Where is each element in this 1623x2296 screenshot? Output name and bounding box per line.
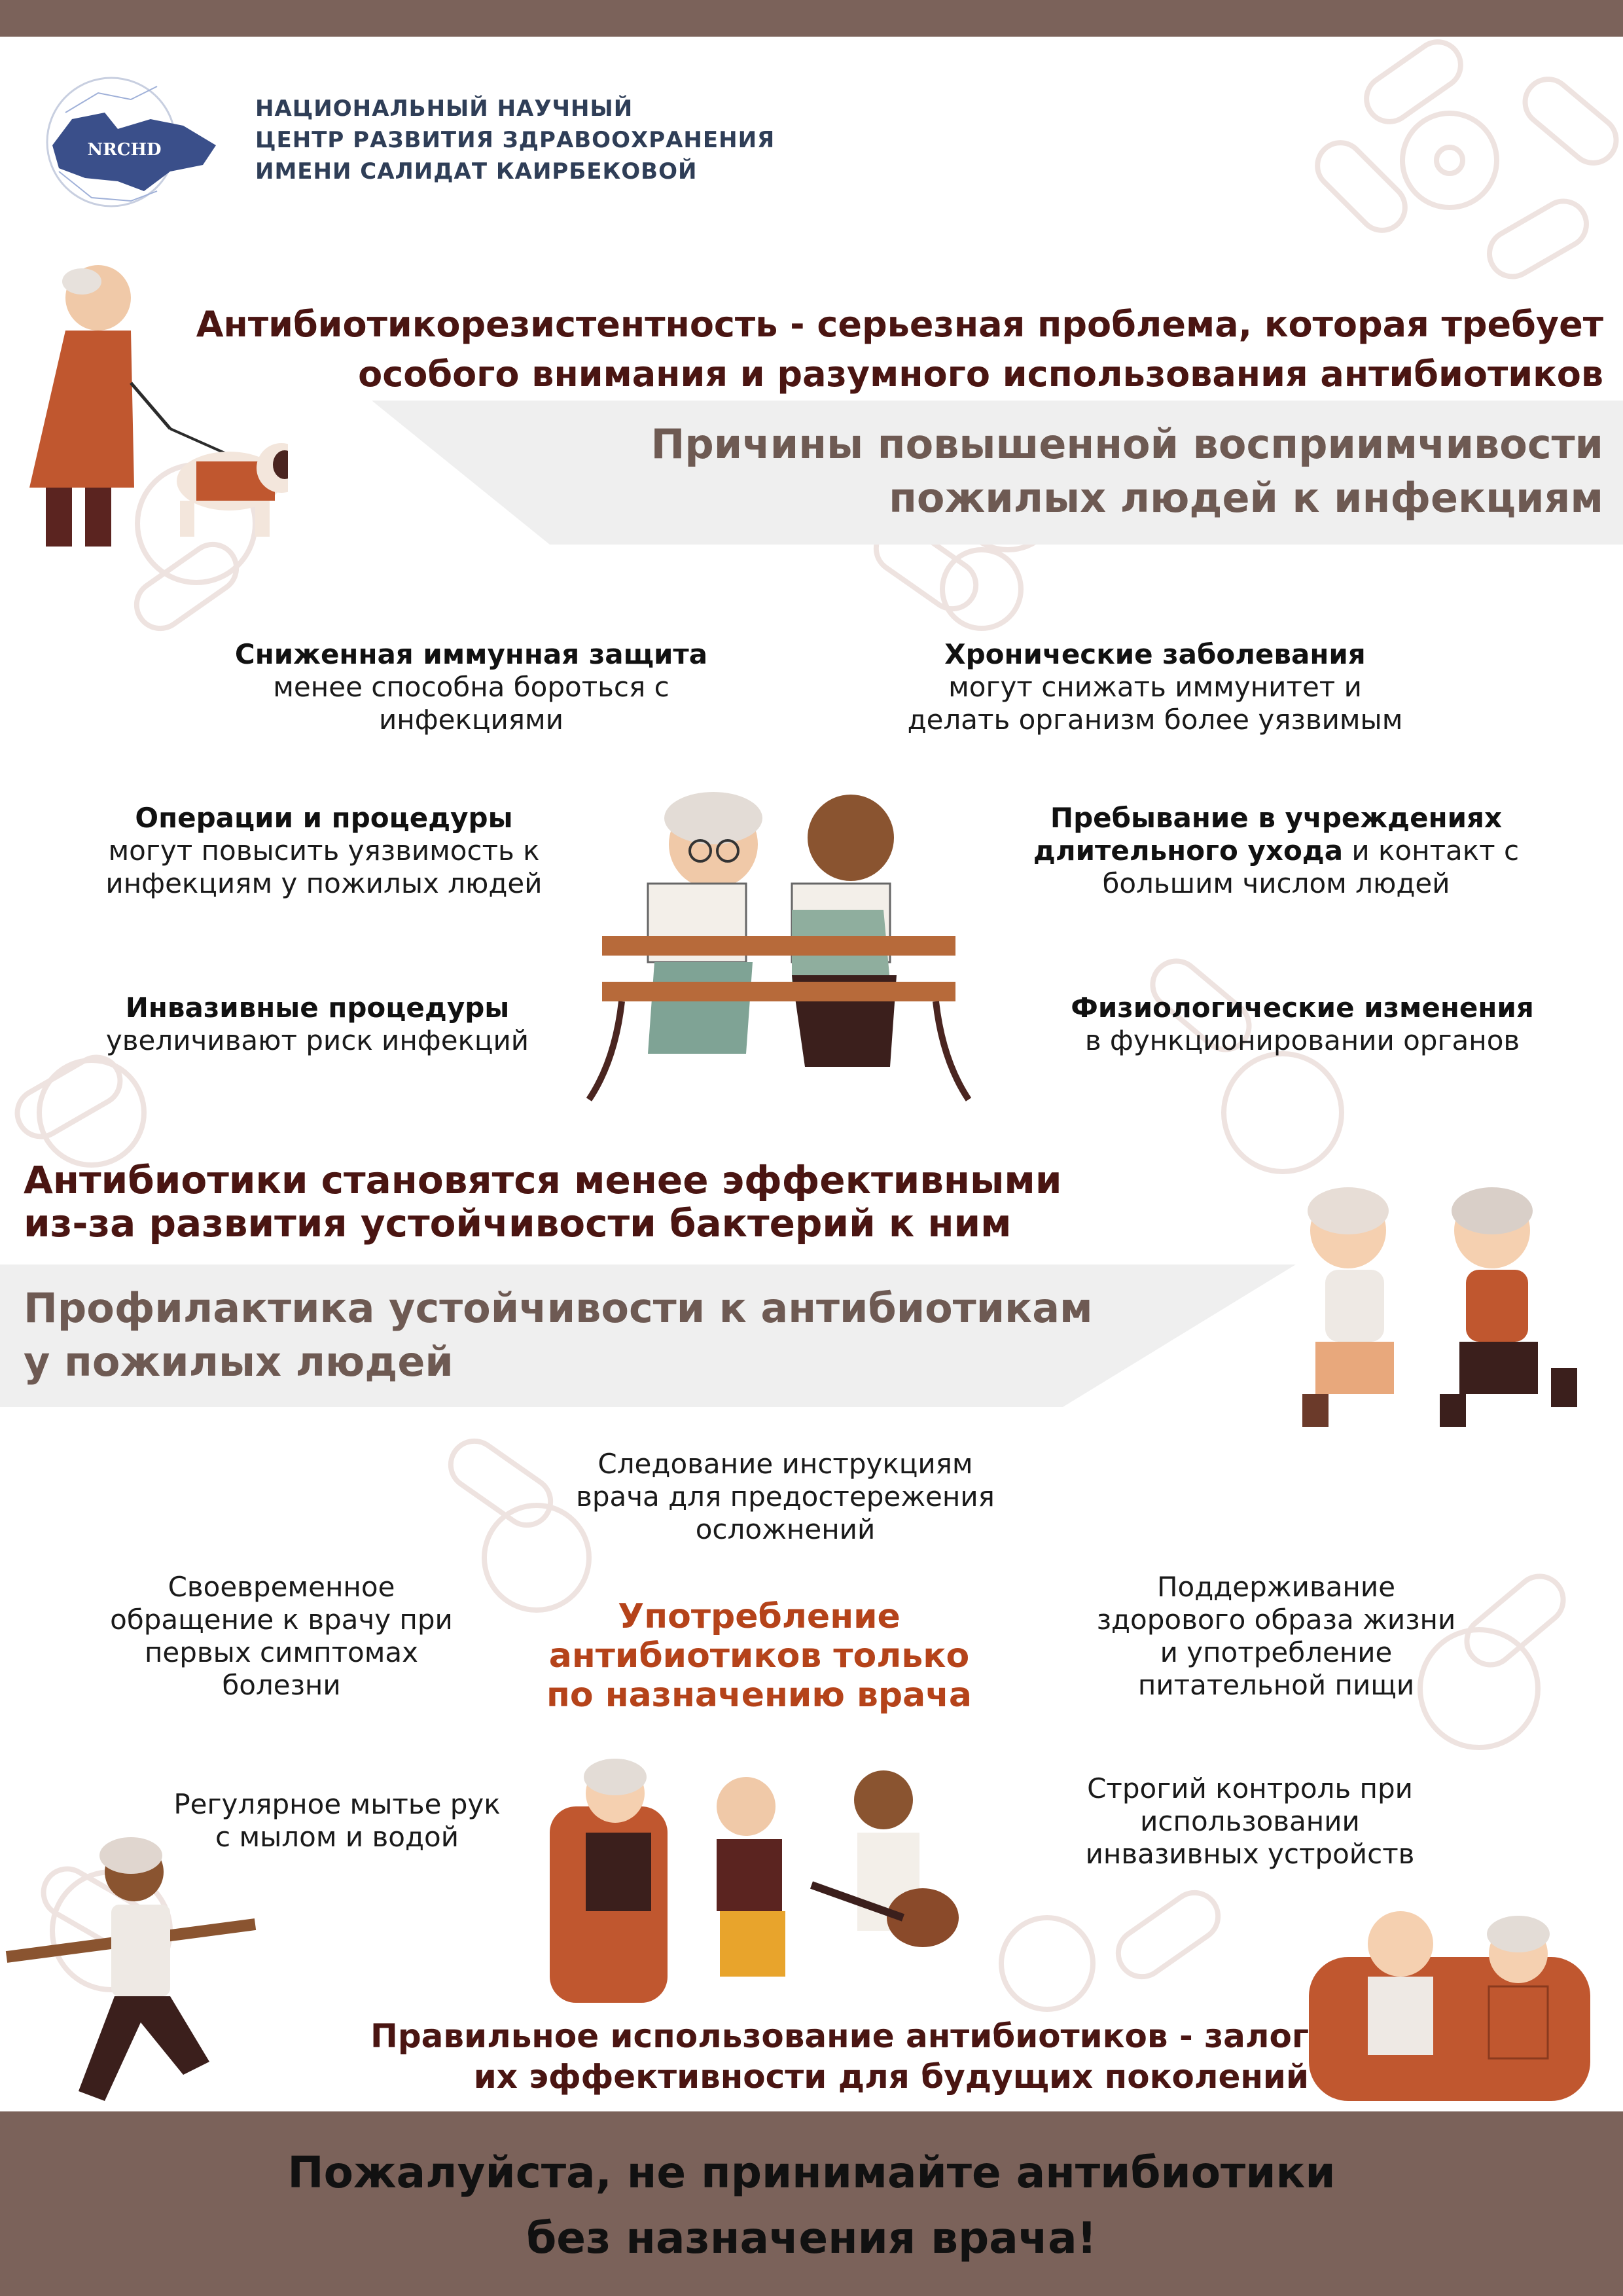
warning-line: из-за развития устойчивости бактерий к ним [24,1201,1012,1246]
couple-on-sofa-illustration [1302,1898,1597,2108]
cause-text: могут снижать иммунитет и [948,671,1362,703]
main-headline [157,300,1603,399]
highlight-line: антибиотиков только [548,1636,970,1676]
cause-text: в функционировании органов [1084,1024,1520,1056]
prevention-text: Регулярное мытье рук [173,1788,501,1820]
prevention-title-line: Профилактика устойчивости к антибиотикам [24,1284,1093,1332]
prevention-center-highlight [497,1597,1021,1715]
prevention-text: осложнений [695,1513,876,1545]
headline-line: особого внимания и разумного использования антибиотиков [358,353,1603,395]
cause-title: длительного ухода [1033,834,1344,867]
cause-title: Инвазивные процедуры [125,992,510,1024]
couple-on-bench-illustration [576,785,982,1106]
causes-title [458,418,1603,525]
cause-item-invasive [39,992,596,1057]
prevention-text: Своевременное [168,1571,395,1603]
headline-line: Антибиотикорезистентность - серьезная проблема, которая требует [196,304,1603,345]
prevention-text: болезни [222,1669,341,1701]
warning-headline [24,1158,1136,1245]
org-line: НАЦИОНАЛЬНЫЙ НАУЧНЫЙ [255,96,633,122]
prevention-text: питательной пищи [1137,1669,1415,1701]
prevention-text: использовании [1140,1805,1360,1837]
nrchd-logo-icon [46,73,229,211]
prevention-text: Поддерживание [1156,1571,1396,1603]
prevention-text: Строгий контроль при [1087,1772,1413,1804]
prevention-text: обращение к врачу при [110,1604,453,1636]
cause-text: делать организм более уязвимым [907,704,1403,736]
prevention-title [24,1282,1202,1389]
footer-line: без назначения врача! [526,2213,1097,2263]
org-line: ЦЕНТР РАЗВИТИЯ ЗДРАВООХРАНЕНИЯ [255,127,776,153]
prevention-item-timely-visit [52,1571,510,1702]
warning-line: Антибиотики становятся менее эффективными [24,1158,1062,1202]
cause-title: Пребывание в учреждениях [1050,802,1503,834]
footer-line: Пожалуйста, не принимайте антибиотики [287,2147,1336,2198]
cause-text: инфекциями [378,704,563,736]
highlight-line: по назначению врача [546,1676,972,1715]
cause-item-long-term-care [962,802,1590,900]
org-line: ИМЕНИ САЛИДАТ КАИРБЕКОВОЙ [255,158,698,185]
footer-message [0,2140,1623,2271]
cause-item-physiological [1021,992,1584,1057]
logo-text: NRCHD [87,140,162,160]
closing-line: их эффективности для будущих поколений [473,2058,1309,2096]
cause-title: Сниженная иммунная защита [234,638,708,670]
cause-text: менее способна бороться с [273,671,669,703]
organization-name [255,93,775,187]
prevention-text: с мылом и водой [215,1821,459,1853]
prevention-title-line: у пожилых людей [24,1338,454,1386]
cause-item-immune [151,638,792,736]
cause-item-chronic [831,638,1479,736]
cause-text: инфекциям у пожилых людей [105,867,543,899]
prevention-item-doctor-instructions [458,1448,1113,1546]
closing-statement [308,2016,1309,2097]
cause-text: могут повысить уязвимость к [108,834,540,867]
prevention-text: Следование инструкциям [597,1448,973,1480]
top-bar [0,0,1623,37]
closing-line: Правильное использование антибиотиков - залог [370,2017,1309,2055]
prevention-text: инвазивных устройств [1085,1838,1415,1870]
prevention-text: первых симптомах [144,1636,419,1668]
cause-title: Физиологические изменения [1071,992,1534,1024]
prevention-text: здорового образа жизни [1096,1604,1456,1636]
cause-title: Операции и процедуры [135,802,513,834]
causes-title-line: Причины повышенной восприимчивости [651,420,1603,468]
cause-text: и контакт с [1343,834,1520,867]
cause-title: Хронические заболевания [944,638,1366,670]
causes-title-line: пожилых людей к инфекциям [889,474,1603,522]
exercising-woman-illustration [0,1826,275,2121]
prevention-item-invasive-devices [982,1772,1518,1871]
highlight-line: Употребление [618,1597,901,1636]
cause-text: большим числом людей [1102,867,1450,899]
cause-item-operations [52,802,596,900]
prevention-item-healthy-lifestyle [1027,1571,1525,1702]
jogging-couple-illustration [1296,1185,1584,1433]
cause-text: увеличивают риск инфекций [105,1024,529,1056]
prevention-text: и употребление [1160,1636,1393,1668]
elderly-group-music-illustration [537,1754,982,2029]
prevention-text: врача для предостережения [576,1480,995,1513]
